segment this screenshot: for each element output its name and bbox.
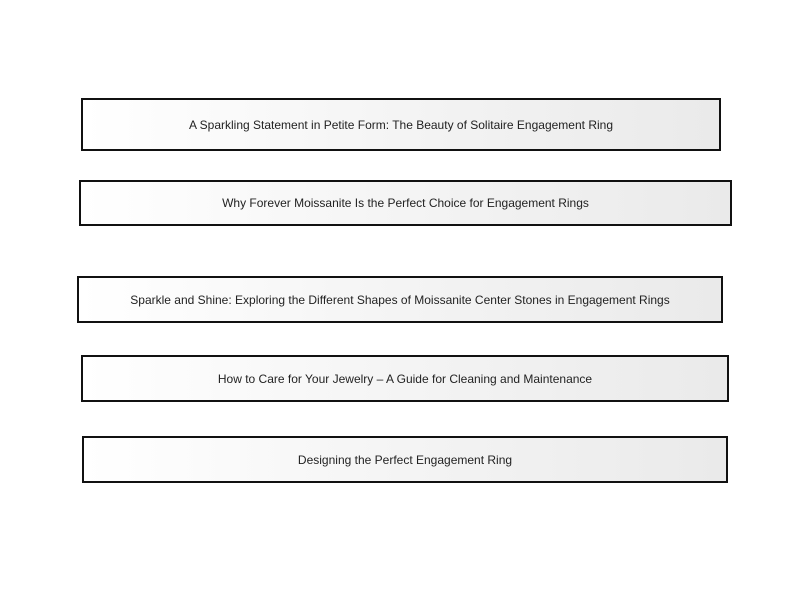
article-link-designing-ring[interactable]: [82, 436, 728, 483]
article-link-label: Why Forever Moissanite Is the Perfect Choice for Engagement Rings: [222, 196, 589, 210]
article-link-label: How to Care for Your Jewelry – A Guide for Cleaning and Maintenance: [217, 371, 593, 386]
article-link-label: Designing the Perfect Engagement Ring: [297, 452, 513, 467]
article-link-label: A Sparkling Statement in Petite Form: The Beauty of Solitaire Engagement Ring: [188, 117, 613, 132]
article-link-solitaire-ring[interactable]: [81, 98, 721, 151]
article-link-moissanite-shapes[interactable]: [77, 276, 723, 323]
article-link-forever-moissanite[interactable]: [79, 180, 732, 226]
article-link-jewelry-care[interactable]: [81, 355, 729, 402]
article-link-label: Sparkle and Shine: Exploring the Different Shapes of Moissanite Center Stones in Engagement Rings: [130, 292, 670, 307]
